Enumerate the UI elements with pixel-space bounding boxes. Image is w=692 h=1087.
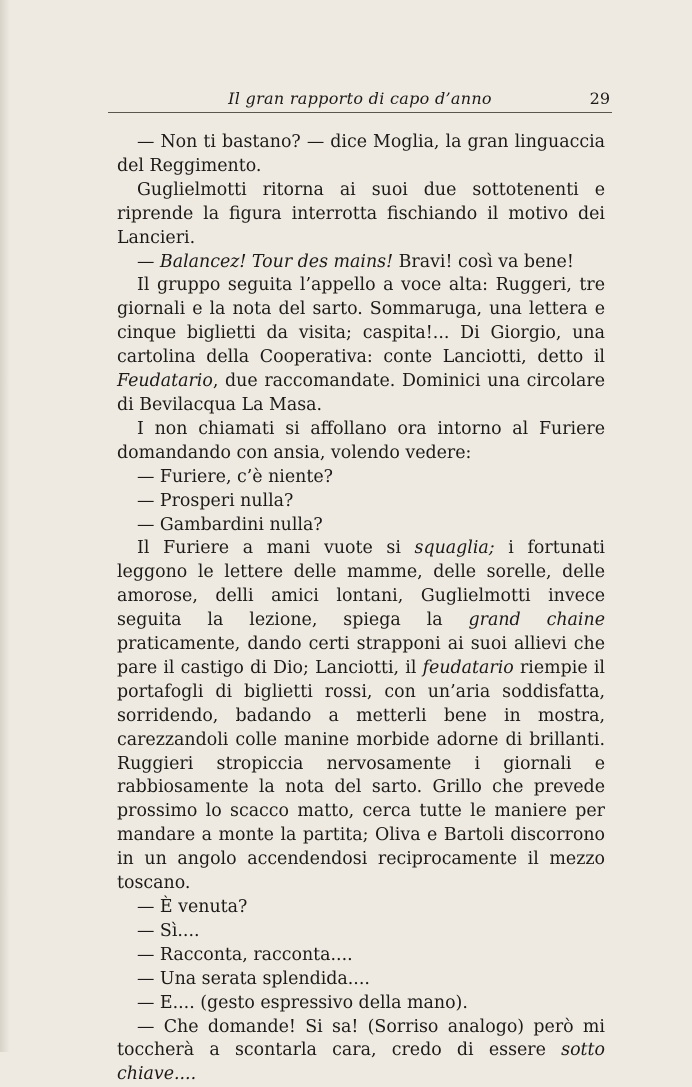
text-run: praticamente, dando certi strapponi ai suoi allievi che pare il castigo di Dio; Lanciotti, il	[117, 634, 605, 678]
paragraph: — Non ti bastano? — dice Moglia, la gran linguaccia del Reggimento.	[117, 132, 605, 176]
paragraph	[117, 537, 605, 896]
running-header	[108, 88, 612, 113]
text-run: Il gruppo seguita l’appello a voce alta: Ruggeri, tre giornali e la nota del sarto. Sommaruga, una lettera e cinque biglietti da visita; caspita!... Di Giorgio, una cartolina della Cooperativa: conte Lanciotti, detto il	[117, 275, 605, 368]
italic-phrase: Feudatario	[117, 371, 213, 392]
italic-phrase: Balancez! Tour des mains!	[159, 251, 394, 272]
text-run: Il Furiere a mani vuote si	[137, 538, 415, 559]
paragraph	[117, 274, 605, 417]
dialogue-line: — Prosperi nulla?	[137, 490, 294, 511]
dialogue-line: — E.... (gesto espressivo della mano).	[137, 992, 468, 1013]
dialogue-line: — Una serata splendida....	[137, 968, 370, 989]
paragraph	[117, 1016, 605, 1087]
body-text	[117, 131, 605, 1087]
dialogue-line: — È venuta?	[137, 897, 248, 917]
text-run: , due raccomandate. Dominici una circolare di Bevilacqua La Masa.	[117, 371, 605, 415]
text-run: riempie il portafogli di biglietti rossi, con un’aria soddisfatta, sorridendo, badando a metterli bene in mostra, carezzandoli colle manine morbide adorne di brillanti. Ruggieri stropiccia nervosamente i giornali e rabbiosamente la nota del sarto. Grillo che prevede prossimo lo scacco matto, cerca tutte le maniere per mandare a monte la partita; Oliva e Bartoli discorrono in un angolo accendendosi reciprocamente il mezzo toscano.	[117, 657, 605, 894]
italic-phrase: feudatario	[422, 657, 514, 678]
dialogue-line: — Sì....	[137, 920, 200, 941]
dialogue-line: — Furiere, c’è niente?	[137, 466, 333, 487]
text-run: — Che domande! Si sa! (Sorriso analogo) però mi toccherà a scontarla cara, credo di essere	[117, 1016, 605, 1061]
page-gutter-shadow	[0, 0, 10, 1052]
running-title: Il gran rapporto di capo d’anno	[228, 89, 492, 108]
page-number: 29	[589, 89, 610, 108]
paragraph	[117, 251, 605, 275]
italic-phrase: squaglia;	[414, 538, 495, 559]
text-run: Bravi! così va bene!	[393, 251, 574, 272]
dash: —	[137, 251, 160, 272]
text-run: i fortunati leggono le lettere delle mamme, delle sorelle, delle amorose, delli amici lontani, Guglielmotti invece seguita la lezione, spiega la	[117, 538, 605, 631]
dialogue-line: — Gambardini nulla?	[137, 514, 323, 535]
paragraph: Guglielmotti ritorna ai suoi due sottotenenti e riprende la figura interrotta fischiando il motivo dei Lancieri.	[117, 179, 605, 248]
italic-phrase: grand chaine	[468, 610, 605, 631]
dialogue-line: — Racconta, racconta....	[137, 944, 353, 965]
paragraph: I non chiamati si affollano ora intorno al Furiere domandando con ansia, volendo vedere:	[117, 418, 605, 463]
italic-phrase: sotto chiave....	[117, 1040, 605, 1085]
